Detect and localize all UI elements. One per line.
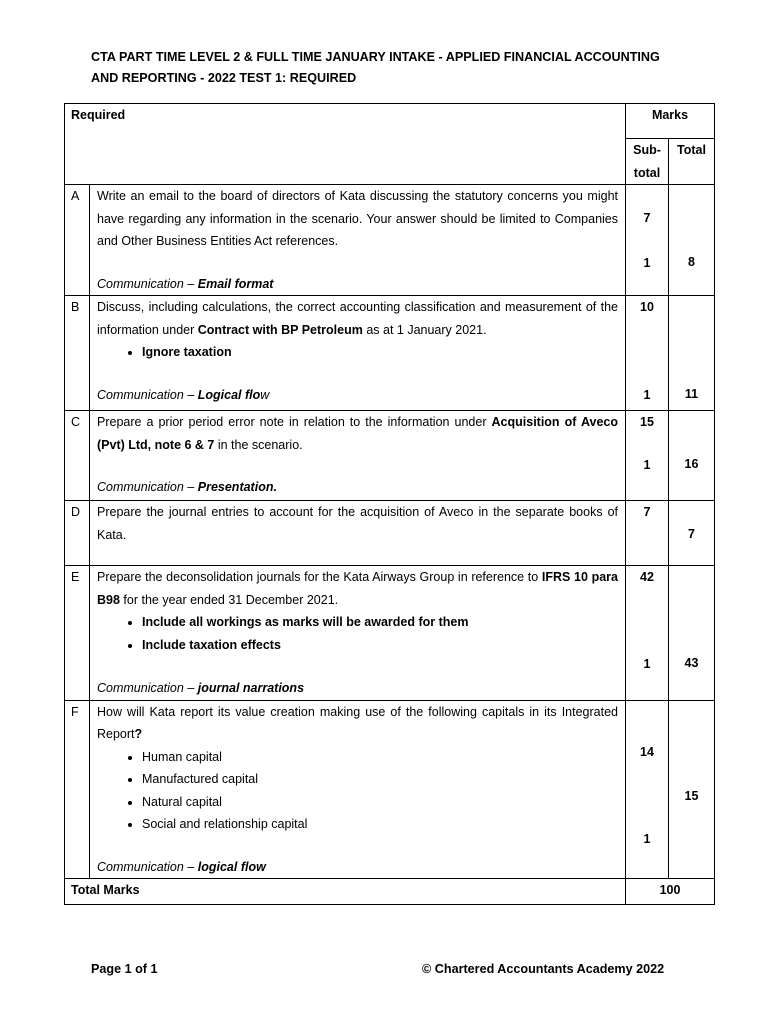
subtotal-label-line1: Sub-: [633, 143, 661, 157]
list-item: • Ignore taxation: [142, 341, 618, 364]
row-letter: F: [65, 700, 90, 879]
row-d-text: Prepare the journal entries to account for the acquisition of Aveco in the separate books of Kata.: [97, 505, 618, 542]
copyright-notice: © Chartered Accountants Academy 2022: [422, 962, 665, 976]
heading-line-2: AND REPORTING - 2022 TEST 1: REQUIRED: [91, 71, 357, 85]
row-b-bullets: [97, 341, 618, 364]
total-marks-row: [65, 879, 715, 905]
row-total: 16: [669, 411, 715, 501]
row-b-text: Discuss, including calculations, the correct accounting classification and measurement of the information under Contract with BP Petroleum as at 1 January 2021.: [97, 300, 618, 337]
row-description: [90, 411, 626, 501]
table-row: [65, 566, 715, 701]
list-item: • Social and relationship capital: [142, 813, 618, 836]
subtotal-label-line2: total: [633, 165, 661, 180]
required-table: [64, 103, 715, 905]
row-description: [90, 296, 626, 411]
row-e-bullets: [97, 611, 618, 656]
row-subtotal: 14 1: [626, 700, 669, 879]
row-description: [90, 700, 626, 879]
table-row: [65, 700, 715, 879]
row-a-communication: Communication – Email format: [97, 276, 274, 291]
row-total: 11: [669, 296, 715, 411]
row-subtotal: 7: [626, 501, 669, 566]
row-subtotal: 42 1: [626, 566, 669, 701]
row-a-text: Write an email to the board of directors of Kata discussing the statutory concerns you might have regarding any information in the scenario. Your answer should be limited to Companies and Other Business Entities Act references.: [97, 189, 618, 248]
row-total: 43: [669, 566, 715, 701]
row-c-communication: Communication – Presentation.: [97, 480, 277, 494]
total-header: [669, 139, 715, 185]
total-label: Total: [677, 143, 706, 157]
list-item: • Human capital: [142, 746, 618, 769]
subtotal-header: [626, 139, 669, 185]
row-description: [90, 566, 626, 701]
row-e-communication: Communication – journal narrations: [97, 681, 305, 695]
table-row: [65, 501, 715, 566]
row-letter: C: [65, 411, 90, 501]
row-f-bullets: [97, 746, 618, 836]
row-subtotal: 7 1: [626, 185, 669, 296]
required-label: Required: [71, 108, 126, 122]
row-letter: E: [65, 566, 90, 701]
row-total: 8: [669, 185, 715, 296]
row-letter: A: [65, 185, 90, 296]
row-subtotal: 10 1: [626, 296, 669, 411]
row-f-communication: Communication – logical flow: [97, 859, 266, 874]
table-row: [65, 185, 715, 296]
row-c-text: Prepare a prior period error note in relation to the information under Acquisition of Aveco (Pvt) Ltd, note 6 & 7 in the scenario.: [97, 415, 619, 452]
row-description: [90, 185, 626, 296]
row-f-text: How will Kata report its value creation making use of the following capitals in its Integrated Report?: [97, 704, 618, 741]
row-total: 7: [669, 501, 715, 566]
total-marks-label: Total Marks: [65, 879, 626, 905]
total-marks-value: 100: [626, 879, 715, 905]
heading-line-1: CTA PART TIME LEVEL 2 & FULL TIME JANUARY INTAKE - APPLIED FINANCIAL ACCOUNTING: [91, 50, 660, 64]
row-letter: D: [65, 501, 90, 566]
list-item: • Include all workings as marks will be awarded for them: [142, 611, 618, 634]
row-e-text: Prepare the deconsolidation journals for the Kata Airways Group in reference to IFRS 10 para B98 for the year ended 31 December 2021.: [97, 570, 618, 607]
list-item: • Natural capital: [142, 791, 618, 814]
row-total: 15: [669, 700, 715, 879]
required-header: [65, 104, 626, 185]
row-letter: B: [65, 296, 90, 411]
page-number: Page 1 of 1: [91, 962, 158, 976]
row-b-communication: Communication – Logical flow: [97, 387, 270, 402]
document-heading: [91, 47, 691, 89]
table-row: [65, 411, 715, 501]
list-item: • Include taxation effects: [142, 634, 618, 657]
table-row: [65, 296, 715, 411]
marks-label: Marks: [651, 108, 689, 122]
list-item: • Manufactured capital: [142, 768, 618, 791]
marks-header: [626, 104, 715, 139]
row-subtotal: 15 1: [626, 411, 669, 501]
row-description: [90, 501, 626, 566]
